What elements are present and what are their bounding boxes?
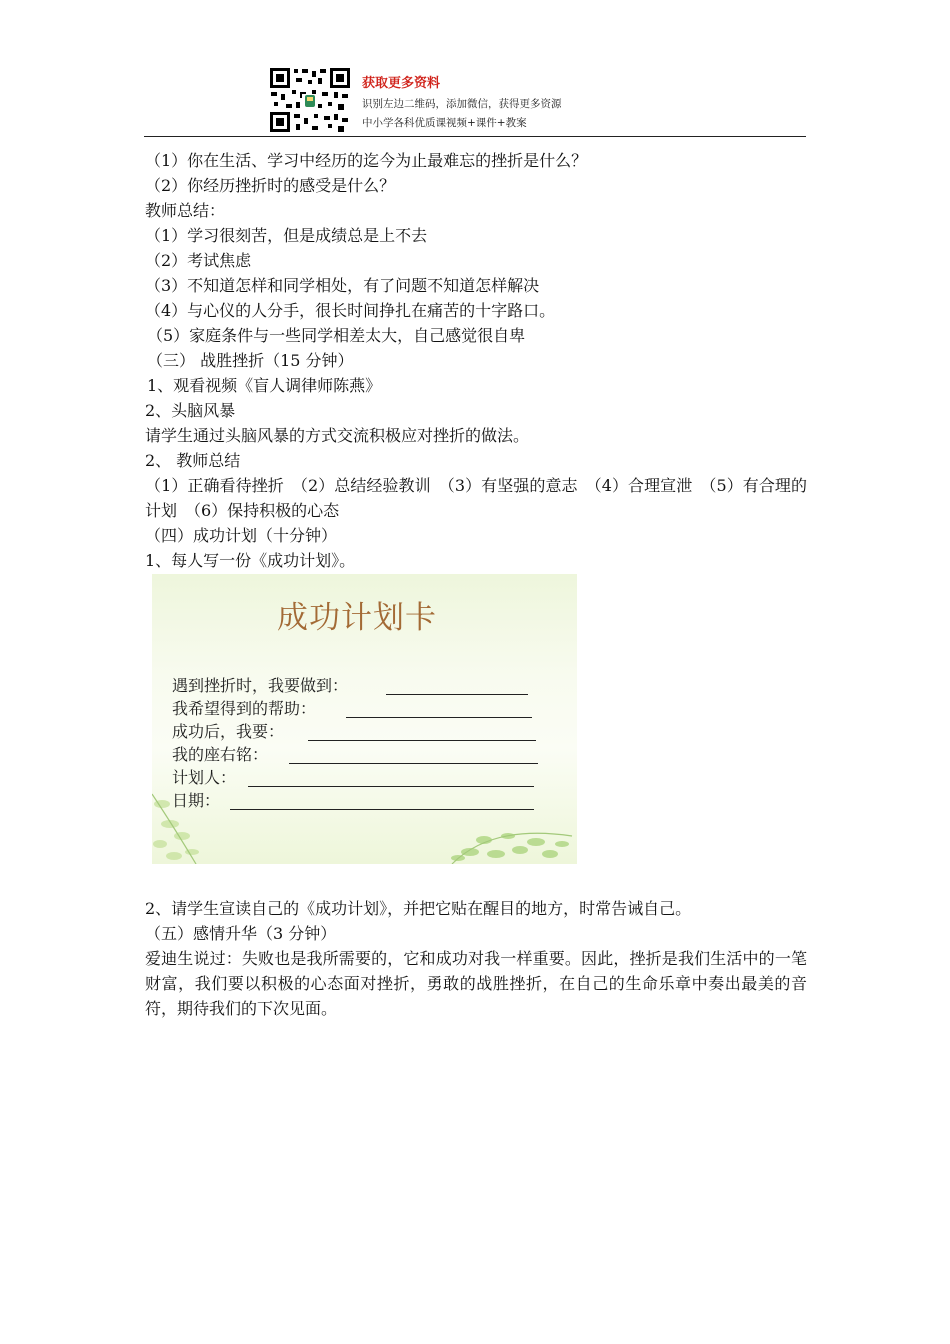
card-field: [172, 790, 220, 812]
body-line: 2、请学生宣读自己的《成功计划》，并把它贴在醒目的地方，时常告诫自己。: [145, 899, 692, 918]
body-line: （4）与心仪的人分手，很长时间挣扎在痛苦的十字路口。: [145, 301, 556, 320]
qr-code-icon: [268, 66, 352, 134]
card-field-label: 成功后，我要：: [172, 722, 285, 741]
body-line: 2、头脑风暴: [145, 401, 236, 420]
body-line: 请学生通过头脑风暴的方式交流积极应对挫折的做法。: [145, 426, 530, 445]
promo-title: 获取更多资料: [362, 76, 441, 91]
card-field: [172, 698, 316, 720]
blank-line: [386, 694, 528, 695]
body-line: 教师总结：: [145, 201, 226, 220]
card-field-label: 我的座右铭：: [172, 745, 269, 764]
document-body-continued: [145, 896, 807, 1021]
promo-header: [268, 66, 608, 136]
section-heading: （四）成功计划（十分钟）: [145, 526, 338, 545]
blank-line: [230, 809, 534, 810]
closing-paragraph: 爱迪生说过：失败也是我所需要的，它和成功对我一样重要。因此，挫折是我们生活中的一笔财富，我们要以积极的心态面对挫折，勇敢的战胜挫折，在自己的生命乐章中奏出最美的音符，期待我们的下次见面。: [145, 949, 807, 1018]
blank-line: [289, 763, 538, 764]
promo-instruction: 识别左边二维码，添加微信，获得更多资源: [362, 98, 562, 110]
blank-line: [346, 717, 532, 718]
header-divider: [144, 136, 806, 137]
section-heading: （五）感情升华（3 分钟）: [145, 924, 337, 943]
blank-line: [308, 740, 536, 741]
card-field: [172, 675, 348, 697]
card-field: [172, 744, 268, 766]
section-heading: （三） 战胜挫折（15 分钟）: [147, 351, 354, 370]
document-body: [145, 148, 807, 573]
promo-subtitle: 中小学各科优质课视频+课件+教案: [362, 117, 527, 129]
body-line: （1）学习很刻苦，但是成绩总是上不去: [145, 226, 428, 245]
success-plan-card: [152, 574, 577, 864]
body-line: （2）你经历挫折时的感受是什么？: [145, 176, 396, 195]
card-field-label: 计划人：: [172, 768, 237, 787]
body-line: 1、观看视频《盲人调律师陈燕》: [147, 376, 382, 395]
card-field: [172, 767, 236, 789]
body-line: （5）家庭条件与一些同学相差太大，自己感觉很自卑: [147, 326, 526, 345]
summary-paragraph: （1）正确看待挫折 （2）总结经验教训 （3）有坚强的意志 （4）合理宣泄 （5）有合理的计划 （6）保持积极的心态: [145, 476, 807, 520]
body-line: （1）你在生活、学习中经历的迄今为止最难忘的挫折是什么？: [145, 151, 588, 170]
card-field: [172, 721, 284, 743]
card-field-label: 我希望得到的帮助：: [172, 699, 317, 718]
body-line: 1、每人写一份《成功计划》。: [145, 551, 356, 570]
card-title: 成功计划卡: [277, 600, 437, 636]
body-line: 2、 教师总结: [145, 451, 241, 470]
body-line: （3）不知道怎样和同学相处，有了问题不知道怎样解决: [145, 276, 540, 295]
card-field-label: 日期：: [172, 791, 221, 810]
body-line: （2）考试焦虑: [145, 251, 252, 270]
blank-line: [248, 786, 534, 787]
card-field-label: 遇到挫折时，我要做到：: [172, 676, 349, 695]
